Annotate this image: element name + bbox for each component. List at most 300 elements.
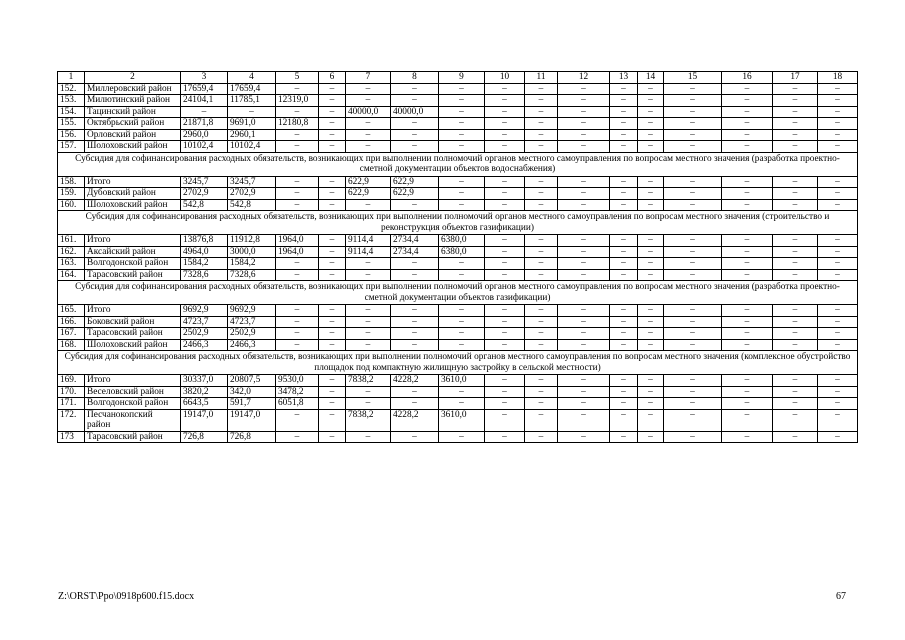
value-cell: 11785,1: [228, 95, 276, 107]
value-cell: –: [818, 258, 858, 270]
value-cell: –: [638, 339, 664, 351]
value-cell: –: [439, 83, 485, 95]
value-cell: –: [722, 188, 773, 200]
value-cell: 7328,6: [181, 269, 228, 281]
table-row: [58, 431, 858, 443]
value-cell: –: [439, 199, 485, 211]
row-number: 155.: [58, 118, 85, 130]
value-cell: –: [638, 316, 664, 328]
value-cell: –: [773, 188, 818, 200]
value-cell: 591,7: [228, 398, 276, 410]
table-row: [58, 118, 858, 130]
value-cell: –: [525, 269, 558, 281]
value-cell: –: [276, 431, 319, 443]
column-number-header: 5: [276, 72, 319, 84]
value-cell: –: [558, 409, 610, 431]
value-cell: –: [638, 118, 664, 130]
value-cell: –: [525, 141, 558, 153]
value-cell: –: [610, 106, 638, 118]
column-number-header: 13: [610, 72, 638, 84]
value-cell: 3000,0: [228, 246, 276, 258]
value-cell: –: [638, 141, 664, 153]
section-heading: Субсидия для софинансирования расходных обязательств, возникающих при выполнении полномочий органов местного самоуправления по вопросам местного значения (разработка проектно-сметной документации объектов водоснабжения): [58, 152, 858, 176]
value-cell: –: [558, 235, 610, 247]
value-cell: 542,8: [181, 199, 228, 211]
value-cell: –: [319, 328, 346, 340]
district-name: Итого: [85, 305, 181, 317]
value-cell: –: [773, 339, 818, 351]
value-cell: –: [722, 246, 773, 258]
value-cell: –: [818, 246, 858, 258]
value-cell: –: [610, 328, 638, 340]
value-cell: 726,8: [181, 431, 228, 443]
value-cell: –: [664, 246, 722, 258]
value-cell: 542,8: [228, 199, 276, 211]
value-cell: 9692,9: [181, 305, 228, 317]
value-cell: –: [319, 235, 346, 247]
value-cell: –: [485, 305, 525, 317]
value-cell: 19147,0: [228, 409, 276, 431]
value-cell: –: [638, 328, 664, 340]
value-cell: –: [346, 95, 391, 107]
value-cell: –: [558, 258, 610, 270]
value-cell: –: [391, 269, 439, 281]
value-cell: –: [525, 398, 558, 410]
district-name: Волгодонской район: [85, 258, 181, 270]
value-cell: –: [638, 305, 664, 317]
value-cell: 10102,4: [181, 141, 228, 153]
value-cell: 12319,0: [276, 95, 319, 107]
value-cell: –: [439, 386, 485, 398]
column-number-header: 10: [485, 72, 525, 84]
value-cell: –: [722, 375, 773, 387]
value-cell: –: [610, 316, 638, 328]
row-number: 152.: [58, 83, 85, 95]
value-cell: –: [439, 176, 485, 188]
row-number: 163.: [58, 258, 85, 270]
row-number: 171.: [58, 398, 85, 410]
value-cell: –: [773, 328, 818, 340]
value-cell: –: [610, 118, 638, 130]
value-cell: –: [558, 141, 610, 153]
value-cell: –: [485, 269, 525, 281]
value-cell: –: [722, 106, 773, 118]
value-cell: –: [722, 339, 773, 351]
value-cell: –: [319, 386, 346, 398]
value-cell: 12180,8: [276, 118, 319, 130]
value-cell: –: [722, 316, 773, 328]
value-cell: –: [319, 129, 346, 141]
value-cell: –: [664, 129, 722, 141]
value-cell: –: [276, 316, 319, 328]
value-cell: –: [391, 339, 439, 351]
value-cell: –: [485, 235, 525, 247]
value-cell: 17659,4: [181, 83, 228, 95]
value-cell: 2466,3: [228, 339, 276, 351]
value-cell: –: [722, 129, 773, 141]
value-cell: –: [722, 235, 773, 247]
value-cell: –: [525, 386, 558, 398]
value-cell: –: [818, 316, 858, 328]
value-cell: –: [818, 269, 858, 281]
value-cell: –: [525, 95, 558, 107]
value-cell: –: [346, 339, 391, 351]
value-cell: –: [391, 386, 439, 398]
value-cell: –: [638, 386, 664, 398]
value-cell: –: [558, 305, 610, 317]
value-cell: –: [638, 176, 664, 188]
value-cell: –: [558, 176, 610, 188]
table-row: [58, 246, 858, 258]
value-cell: 4723,7: [181, 316, 228, 328]
value-cell: –: [276, 106, 319, 118]
column-number-header: 1: [58, 72, 85, 84]
value-cell: 7838,2: [346, 409, 391, 431]
value-cell: –: [439, 106, 485, 118]
value-cell: –: [638, 83, 664, 95]
table-row: [58, 129, 858, 141]
value-cell: –: [319, 199, 346, 211]
value-cell: –: [319, 269, 346, 281]
value-cell: –: [276, 199, 319, 211]
value-cell: –: [485, 246, 525, 258]
row-number: 160.: [58, 199, 85, 211]
value-cell: –: [610, 246, 638, 258]
value-cell: –: [439, 129, 485, 141]
district-name: Шолоховский район: [85, 339, 181, 351]
table-row: [58, 398, 858, 410]
value-cell: –: [391, 316, 439, 328]
row-number: 161.: [58, 235, 85, 247]
section-heading-row: [58, 152, 858, 176]
value-cell: –: [773, 316, 818, 328]
column-number-header: 12: [558, 72, 610, 84]
value-cell: –: [525, 83, 558, 95]
value-cell: 2734,4: [391, 235, 439, 247]
value-cell: –: [181, 106, 228, 118]
row-number: 162.: [58, 246, 85, 258]
value-cell: –: [391, 141, 439, 153]
value-cell: –: [664, 199, 722, 211]
value-cell: –: [610, 199, 638, 211]
value-cell: –: [558, 118, 610, 130]
value-cell: –: [485, 188, 525, 200]
value-cell: 622,9: [346, 188, 391, 200]
value-cell: –: [773, 129, 818, 141]
value-cell: –: [638, 375, 664, 387]
value-cell: –: [818, 141, 858, 153]
value-cell: 2466,3: [181, 339, 228, 351]
value-cell: –: [818, 188, 858, 200]
value-cell: –: [638, 258, 664, 270]
value-cell: –: [664, 431, 722, 443]
value-cell: –: [439, 339, 485, 351]
district-name: Тацинский район: [85, 106, 181, 118]
table-row: [58, 176, 858, 188]
value-cell: –: [319, 409, 346, 431]
value-cell: 4964,0: [181, 246, 228, 258]
value-cell: –: [319, 188, 346, 200]
value-cell: –: [525, 305, 558, 317]
value-cell: –: [391, 328, 439, 340]
value-cell: –: [485, 141, 525, 153]
value-cell: 30337,0: [181, 375, 228, 387]
table-row: [58, 83, 858, 95]
value-cell: –: [818, 95, 858, 107]
value-cell: –: [722, 398, 773, 410]
row-number: 169.: [58, 375, 85, 387]
value-cell: –: [525, 375, 558, 387]
value-cell: 6643,5: [181, 398, 228, 410]
value-cell: –: [319, 305, 346, 317]
column-number-header: 9: [439, 72, 485, 84]
district-name: Тарасовский район: [85, 328, 181, 340]
value-cell: 622,9: [391, 176, 439, 188]
value-cell: –: [610, 386, 638, 398]
table-row: [58, 258, 858, 270]
value-cell: –: [818, 176, 858, 188]
value-cell: –: [276, 305, 319, 317]
value-cell: –: [391, 258, 439, 270]
value-cell: –: [773, 118, 818, 130]
value-cell: –: [391, 398, 439, 410]
value-cell: –: [610, 129, 638, 141]
value-cell: –: [525, 246, 558, 258]
value-cell: –: [525, 199, 558, 211]
value-cell: –: [319, 118, 346, 130]
column-number-header: 16: [722, 72, 773, 84]
value-cell: –: [664, 141, 722, 153]
value-cell: –: [276, 258, 319, 270]
value-cell: –: [638, 106, 664, 118]
budget-table: [57, 71, 858, 443]
value-cell: –: [439, 188, 485, 200]
table-row: [58, 386, 858, 398]
table-row: [58, 106, 858, 118]
value-cell: 20807,5: [228, 375, 276, 387]
value-cell: –: [276, 328, 319, 340]
value-cell: –: [391, 83, 439, 95]
value-cell: –: [485, 328, 525, 340]
value-cell: –: [439, 398, 485, 410]
value-cell: 21871,8: [181, 118, 228, 130]
value-cell: –: [525, 176, 558, 188]
value-cell: –: [485, 375, 525, 387]
row-number: 157.: [58, 141, 85, 153]
value-cell: –: [818, 386, 858, 398]
value-cell: –: [664, 106, 722, 118]
value-cell: –: [391, 199, 439, 211]
value-cell: –: [276, 176, 319, 188]
column-number-header: 11: [525, 72, 558, 84]
district-name: Итого: [85, 375, 181, 387]
value-cell: –: [525, 431, 558, 443]
column-number-header: 3: [181, 72, 228, 84]
value-cell: –: [610, 95, 638, 107]
value-cell: 40000,0: [346, 106, 391, 118]
value-cell: –: [664, 176, 722, 188]
value-cell: –: [664, 258, 722, 270]
value-cell: –: [558, 339, 610, 351]
value-cell: –: [610, 269, 638, 281]
row-number: 168.: [58, 339, 85, 351]
value-cell: –: [346, 258, 391, 270]
value-cell: 4228,2: [391, 409, 439, 431]
value-cell: –: [439, 269, 485, 281]
value-cell: –: [228, 106, 276, 118]
value-cell: 4228,2: [391, 375, 439, 387]
value-cell: –: [638, 269, 664, 281]
value-cell: –: [773, 431, 818, 443]
value-cell: –: [346, 118, 391, 130]
value-cell: 9530,0: [276, 375, 319, 387]
value-cell: –: [485, 129, 525, 141]
table-row: [58, 375, 858, 387]
district-name: Дубовский район: [85, 188, 181, 200]
value-cell: 19147,0: [181, 409, 228, 431]
district-name: Боковский район: [85, 316, 181, 328]
value-cell: –: [638, 235, 664, 247]
column-number-header: 17: [773, 72, 818, 84]
value-cell: –: [558, 106, 610, 118]
value-cell: –: [276, 83, 319, 95]
value-cell: –: [773, 398, 818, 410]
value-cell: –: [439, 118, 485, 130]
value-cell: –: [610, 431, 638, 443]
value-cell: 3245,7: [228, 176, 276, 188]
value-cell: –: [485, 176, 525, 188]
table-row: [58, 188, 858, 200]
value-cell: –: [664, 305, 722, 317]
district-name: Тарасовский район: [85, 269, 181, 281]
district-name: Шолоховский район: [85, 199, 181, 211]
column-number-row: [58, 72, 858, 84]
value-cell: –: [610, 188, 638, 200]
district-name: Милютинский район: [85, 95, 181, 107]
value-cell: –: [638, 398, 664, 410]
value-cell: –: [610, 398, 638, 410]
value-cell: –: [276, 129, 319, 141]
value-cell: –: [276, 339, 319, 351]
value-cell: –: [558, 246, 610, 258]
value-cell: –: [319, 83, 346, 95]
value-cell: –: [276, 141, 319, 153]
value-cell: –: [818, 339, 858, 351]
value-cell: –: [319, 106, 346, 118]
value-cell: 2960,1: [228, 129, 276, 141]
value-cell: –: [558, 199, 610, 211]
footer-file-path: Z:\ORST\Ppo\0918p600.f15.docx: [58, 591, 195, 602]
value-cell: –: [722, 83, 773, 95]
column-number-header: 7: [346, 72, 391, 84]
value-cell: –: [818, 305, 858, 317]
value-cell: 11912,8: [228, 235, 276, 247]
value-cell: –: [319, 176, 346, 188]
value-cell: –: [485, 106, 525, 118]
column-number-header: 18: [818, 72, 858, 84]
value-cell: –: [346, 431, 391, 443]
value-cell: –: [722, 199, 773, 211]
value-cell: 726,8: [228, 431, 276, 443]
value-cell: –: [485, 316, 525, 328]
value-cell: 9692,9: [228, 305, 276, 317]
district-name: Тарасовский район: [85, 431, 181, 443]
value-cell: –: [610, 235, 638, 247]
value-cell: –: [558, 431, 610, 443]
value-cell: –: [439, 95, 485, 107]
value-cell: –: [610, 83, 638, 95]
value-cell: –: [818, 129, 858, 141]
value-cell: –: [818, 375, 858, 387]
value-cell: 2502,9: [228, 328, 276, 340]
value-cell: –: [346, 269, 391, 281]
value-cell: –: [558, 188, 610, 200]
table-row: [58, 409, 858, 431]
value-cell: –: [722, 409, 773, 431]
district-name: Миллеровский район: [85, 83, 181, 95]
value-cell: 3610,0: [439, 375, 485, 387]
value-cell: 13876,8: [181, 235, 228, 247]
value-cell: 622,9: [346, 176, 391, 188]
value-cell: –: [439, 258, 485, 270]
value-cell: –: [485, 398, 525, 410]
value-cell: –: [485, 386, 525, 398]
table-row: [58, 235, 858, 247]
value-cell: –: [319, 339, 346, 351]
row-number: 164.: [58, 269, 85, 281]
value-cell: –: [558, 83, 610, 95]
value-cell: –: [525, 409, 558, 431]
value-cell: 9114,4: [346, 235, 391, 247]
value-cell: 24104,1: [181, 95, 228, 107]
value-cell: –: [558, 316, 610, 328]
value-cell: 2502,9: [181, 328, 228, 340]
value-cell: 7328,6: [228, 269, 276, 281]
value-cell: 6380,0: [439, 246, 485, 258]
value-cell: –: [818, 431, 858, 443]
value-cell: –: [439, 328, 485, 340]
value-cell: 10102,4: [228, 141, 276, 153]
value-cell: –: [391, 431, 439, 443]
value-cell: –: [319, 141, 346, 153]
value-cell: –: [485, 118, 525, 130]
column-number-header: 8: [391, 72, 439, 84]
value-cell: –: [773, 386, 818, 398]
value-cell: –: [610, 305, 638, 317]
table-row: [58, 95, 858, 107]
value-cell: –: [439, 316, 485, 328]
value-cell: 3245,7: [181, 176, 228, 188]
value-cell: 1584,2: [228, 258, 276, 270]
value-cell: 2960,0: [181, 129, 228, 141]
section-heading-row: [58, 351, 858, 375]
value-cell: –: [485, 431, 525, 443]
value-cell: –: [818, 199, 858, 211]
value-cell: –: [558, 95, 610, 107]
value-cell: –: [346, 386, 391, 398]
value-cell: –: [346, 83, 391, 95]
value-cell: –: [722, 305, 773, 317]
value-cell: –: [485, 199, 525, 211]
value-cell: –: [485, 258, 525, 270]
value-cell: –: [485, 95, 525, 107]
section-heading-row: [58, 281, 858, 305]
value-cell: –: [722, 269, 773, 281]
value-cell: –: [346, 398, 391, 410]
value-cell: –: [773, 409, 818, 431]
value-cell: –: [525, 188, 558, 200]
value-cell: –: [558, 328, 610, 340]
